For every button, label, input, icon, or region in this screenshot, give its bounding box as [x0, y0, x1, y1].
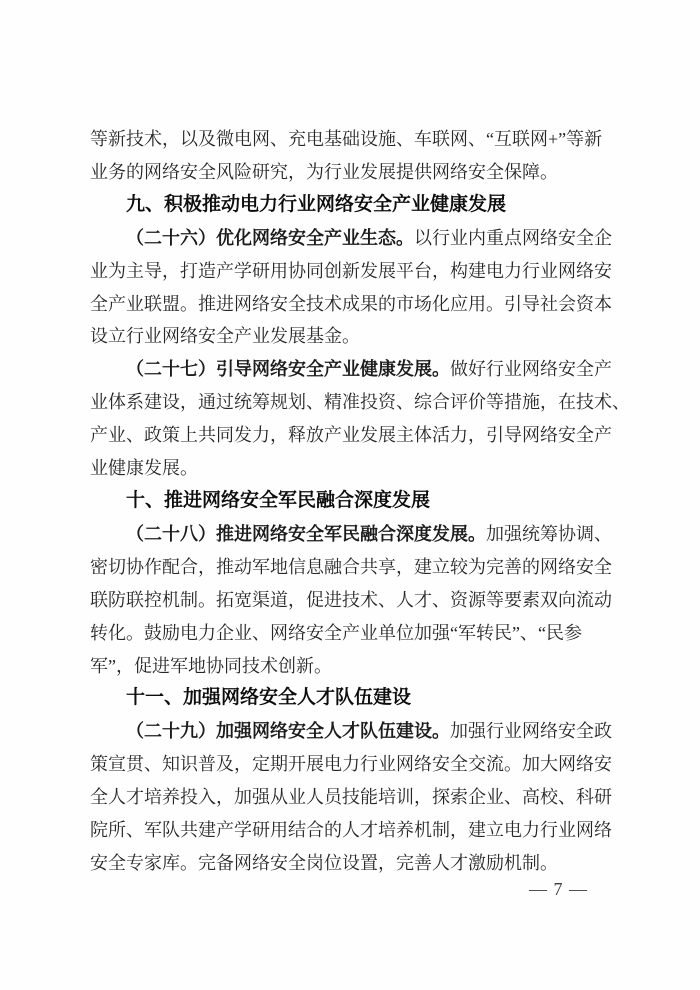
text-line [90, 814, 620, 847]
line-text: 业体系建设，通过统筹规划、精准投资、综合评价等措施，在技术、 [90, 392, 630, 413]
section-heading [90, 189, 620, 222]
section-heading [90, 682, 620, 715]
line-text: 加强行业网络安全政 [450, 721, 612, 742]
text-line [90, 156, 620, 189]
line-text: 十、推进网络安全军民融合深度发展 [126, 489, 431, 511]
line-text: 业为主导，打造产学研用协同创新发展平台，构建电力行业网络安 [90, 260, 612, 281]
text-line [90, 781, 620, 814]
text-line [90, 255, 620, 288]
page-number: — 7 — [529, 879, 588, 899]
line-text: 十一、加强网络安全人才队伍建设 [126, 687, 412, 709]
line-text: 等新技术，以及微电网、充电基础设施、车联网、“互联网+”等新 [90, 129, 603, 149]
text-line [90, 452, 620, 485]
text-line [90, 847, 620, 880]
line-text: 安全专家库。完备网络安全岗位设置，完善人才激励机制。 [90, 852, 558, 873]
text-line [90, 353, 620, 386]
line-text: 产业、政策上共同发力，释放产业发展主体活力，引导网络安全产 [90, 425, 612, 446]
line-text: 联防联控机制。拓宽渠道，促进技术、人才、资源等要素双向流动 [90, 589, 612, 610]
line-text: 策宣贯、知识普及，定期开展电力行业网络安全交流。加大网络安 [90, 754, 612, 775]
line-text: 业务的网络安全风险研究，为行业发展提供网络安全保障。 [90, 161, 558, 182]
line-text: 院所、军队共建产学研用结合的人才培养机制，建立电力行业网络 [90, 820, 612, 841]
line-text: 转化。鼓励电力企业、网络安全产业单位加强“军转民”、“民参 [90, 622, 582, 643]
line-text: 密切协作配合，推动军地信息融合共享，建立较为完善的网络安全 [90, 556, 612, 577]
line-text: 全人才培养投入，加强从业人员技能培训，探索企业、高校、科研 [90, 787, 612, 808]
line-text: 做好行业网络安全产 [450, 359, 612, 380]
text-line [90, 320, 620, 353]
text-line [90, 518, 620, 551]
line-text: 以行业内重点网络安全企 [414, 227, 612, 248]
clause-lead: （二十七）引导网络安全产业健康发展。 [126, 359, 450, 380]
document-content [90, 123, 630, 880]
text-line [90, 419, 620, 452]
text-line [90, 222, 620, 255]
line-text: 设立行业网络安全产业发展基金。 [90, 326, 360, 347]
line-text: 军”，促进军地协同技术创新。 [90, 655, 332, 676]
text-line [90, 123, 620, 156]
text-line [90, 386, 630, 419]
page-footer [529, 879, 588, 900]
line-text: 九、积极推动电力行业网络安全产业健康发展 [126, 193, 507, 215]
clause-lead: （二十六）优化网络安全产业生态。 [126, 227, 414, 248]
text-line [90, 551, 620, 584]
text-line [90, 617, 620, 650]
line-text: 加强统筹协调、 [486, 523, 612, 544]
line-text: 业健康发展。 [90, 458, 198, 479]
text-line [90, 715, 620, 748]
section-heading [90, 485, 620, 518]
clause-lead: （二十八）推进网络安全军民融合深度发展。 [126, 523, 486, 544]
text-line [90, 748, 620, 781]
text-line [90, 584, 620, 617]
text-line [90, 650, 620, 683]
line-text: 全产业联盟。推进网络安全技术成果的市场化应用。引导社会资本 [90, 293, 612, 314]
clause-lead: （二十九）加强网络安全人才队伍建设。 [126, 721, 450, 742]
text-line [90, 288, 620, 321]
